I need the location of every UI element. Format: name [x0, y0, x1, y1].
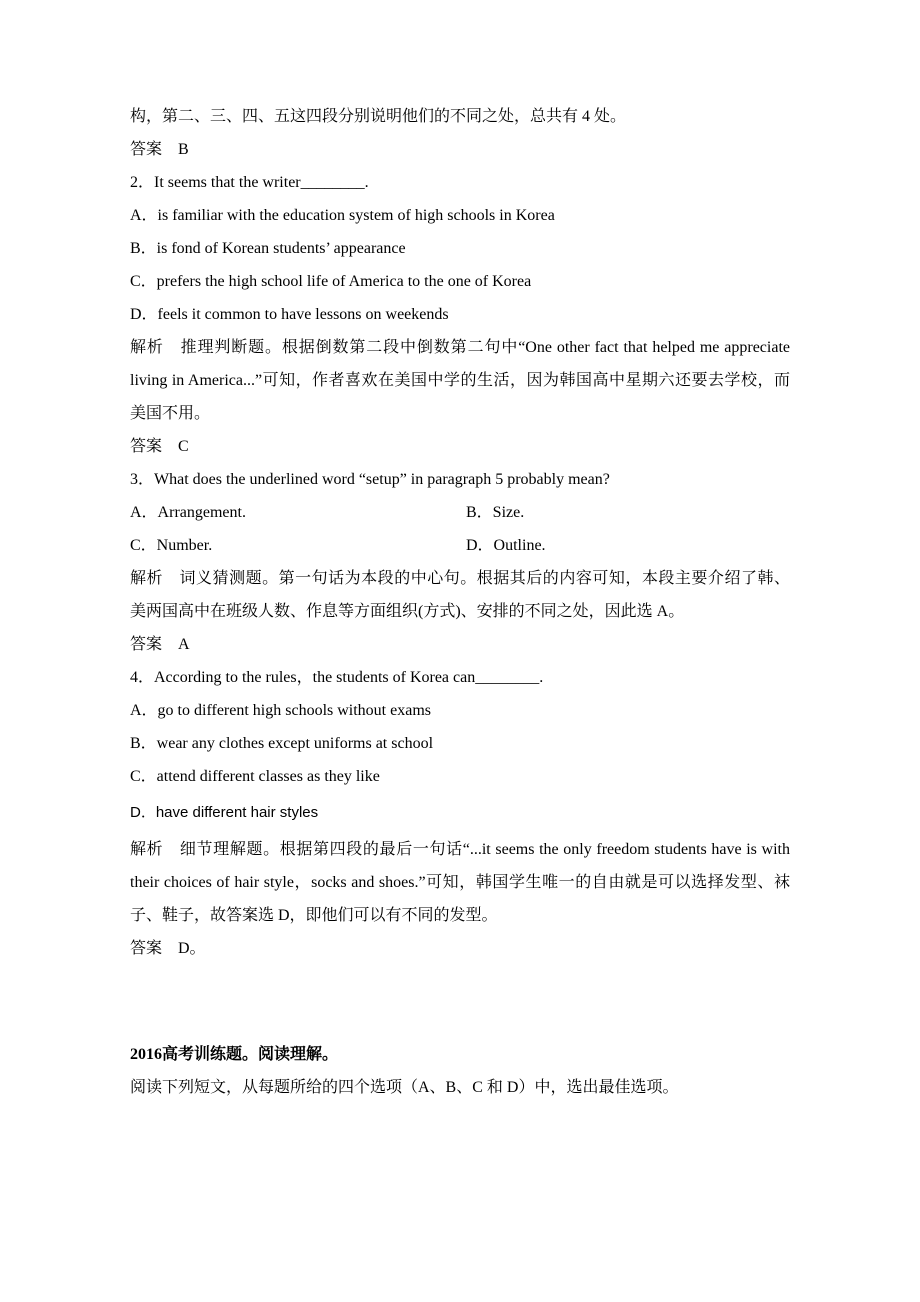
- question-2-analysis-line-3: 美国不用。: [130, 405, 211, 422]
- question-2-analysis-line-2: living in America...”可知，作者喜欢在美国中学的生活，因为韩国高中星期六还要去学校，而: [130, 372, 790, 389]
- answer-1-label: 答案 B: [130, 141, 189, 158]
- question-4-analysis-line-3: 子、鞋子，故答案选 D，即他们可以有不同的发型。: [130, 907, 498, 924]
- question-4-option-d: D．have different hair styles: [130, 804, 319, 821]
- question-2-option-a: A．is familiar with the education system of high schools in Korea: [130, 207, 555, 224]
- question-2-stem: 2．It seems that the writer________.: [130, 174, 369, 191]
- answer-3-label: 答案 A: [130, 636, 190, 653]
- question-4-option-a: A．go to different high schools without exams: [130, 702, 432, 719]
- section-heading-2016: 2016高考训练题。阅读理解。: [130, 1046, 339, 1063]
- question-2-option-d: D．feels it common to have lessons on weekends: [130, 306, 449, 323]
- section-instructions: 阅读下列短文，从每题所给的四个选项（A、B、C 和 D）中，选出最佳选项。: [130, 1079, 679, 1096]
- question-3-analysis-line-1: 解析 词义猜测题。第一句话为本段的中心句。根据其后的内容可知，本段主要介绍了韩、: [130, 570, 790, 587]
- question-3-option-a: A．Arrangement.: [130, 504, 246, 521]
- question-3-options-row-2: [130, 529, 790, 562]
- section-gap: [130, 965, 790, 1038]
- question-4-option-b: B．wear any clothes except uniforms at school: [130, 735, 434, 752]
- question-3-option-d: D．Outline.: [466, 537, 546, 554]
- question-3-option-b: B．Size.: [466, 504, 525, 521]
- question-3-analysis-line-2: 美两国高中在班级人数、作息等方面组织(方式)、安排的不同之处，因此选 A。: [130, 603, 685, 620]
- answer-4-label: 答案 D。: [130, 940, 206, 957]
- answer-2-label: 答案 C: [130, 438, 189, 455]
- question-3-option-c: C．Number.: [130, 537, 213, 554]
- document-content: [130, 100, 790, 1104]
- question-4-analysis-line-2: their choices of hair style，socks and shoes.”可知，韩国学生唯一的自由就是可以选择发型、袜: [130, 874, 790, 891]
- question-4-stem: 4．According to the rules，the students of Korea can________.: [130, 669, 544, 686]
- question-4-option-c: C．attend different classes as they like: [130, 768, 380, 785]
- question-2-option-b: B．is fond of Korean students’ appearance: [130, 240, 406, 257]
- question-3-stem: 3．What does the underlined word “setup” in paragraph 5 probably mean?: [130, 471, 610, 488]
- question-2-analysis-line-1: 解析 推理判断题。根据倒数第二段中倒数第二句中“One other fact that helped me appreciate: [130, 339, 790, 356]
- question-4-analysis-line-1: 解析 细节理解题。根据第四段的最后一句话“...it seems the only freedom students have is with: [130, 841, 790, 858]
- question-3-options-row-1: [130, 496, 790, 529]
- paragraph-tail-line: 构，第二、三、四、五这四段分别说明他们的不同之处，总共有 4 处。: [130, 108, 627, 125]
- question-2-option-c: C．prefers the high school life of America to the one of Korea: [130, 273, 532, 290]
